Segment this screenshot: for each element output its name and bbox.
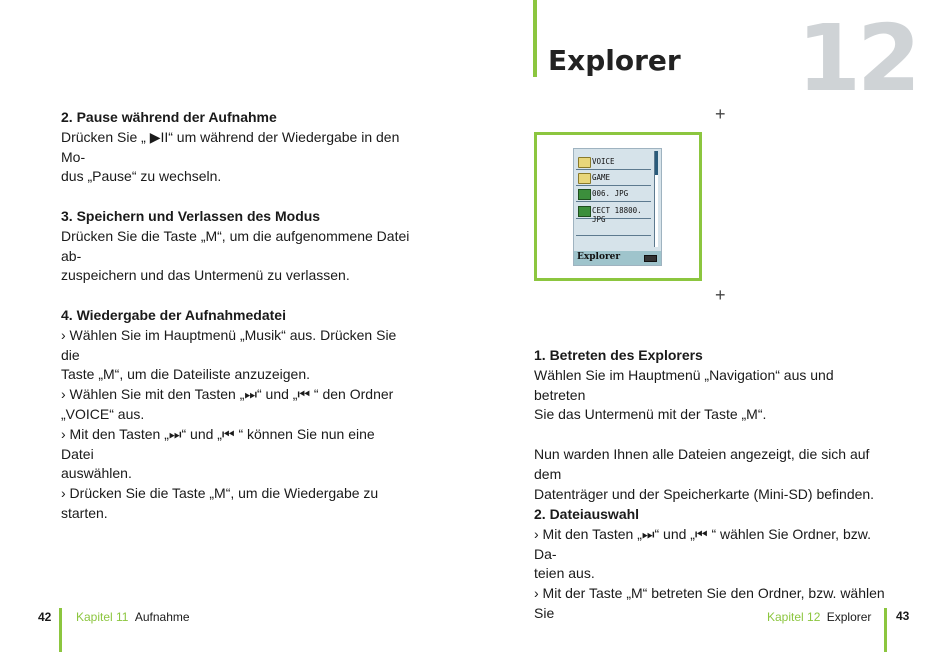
scrollbar [654, 151, 658, 247]
device-screen [573, 148, 662, 266]
text-line: Drücken Sie „ ▶II“ um während der Wiedergabe in den Mo- [61, 128, 400, 165]
section-heading: 2. Dateiauswahl [534, 506, 640, 522]
screen-label: Explorer [577, 252, 621, 262]
section-heading: 3. Speichern und Verlassen des Modus [61, 208, 321, 224]
left-section-playback [61, 306, 411, 524]
footer-right [767, 610, 871, 624]
page-number-right: 43 [896, 609, 910, 623]
footer-divider-right [884, 608, 887, 652]
footer-chapter-name: Explorer [826, 610, 872, 624]
chapter-number: 12 [797, 5, 918, 112]
list-item-empty [576, 221, 651, 236]
text-line: auswählen. [61, 465, 132, 482]
text-line: Taste „M“, um die Dateiliste anzuzeigen. [61, 366, 310, 383]
device-screenshot-frame [534, 132, 702, 281]
section-heading: 1. Betreten des Explorers [534, 347, 703, 363]
list-item: VOICE [576, 155, 651, 170]
text-line: › Wählen Sie im Hauptmenü „Musik“ aus. Drücken Sie die [61, 326, 397, 363]
section-heading: 2. Pause während der Aufnahme [61, 109, 277, 125]
text-line: Sie das Untermenü mit der Taste „M“. [534, 406, 767, 423]
footer-chapter-name: Aufnahme [134, 610, 190, 624]
title-bar [533, 0, 537, 77]
right-section-enter [534, 346, 885, 504]
text-line: › Mit den Tasten „⏭“ und „⏮ “ können Sie nun eine Datei [61, 425, 375, 462]
text-line: zuspeichern und das Untermenü zu verlassen. [61, 267, 350, 284]
left-section-pause [61, 108, 411, 187]
folder-icon [578, 157, 591, 168]
image-file-icon [578, 189, 591, 200]
footer-chapter: Kapitel 11 [76, 610, 129, 624]
text-line: › Mit den Tasten „⏭“ und „⏮ “ wählen Sie Ordner, bzw. Da- [534, 525, 871, 562]
scrollbar-thumb [655, 151, 658, 175]
text-line: „VOICE“ aus. [61, 405, 145, 422]
page-title: Explorer [548, 44, 681, 77]
text-line: dus „Pause“ zu wechseln. [61, 168, 222, 185]
text-line: Wählen Sie im Hauptmenü „Navigation“ aus und betreten [534, 366, 834, 403]
page-number-left: 42 [38, 610, 52, 624]
screen-status-bar [574, 251, 661, 265]
text-line: › Drücken Sie die Taste „M“, um die Wiedergabe zu starten. [61, 485, 379, 521]
section-heading: 4. Wiedergabe der Aufnahmedatei [61, 307, 286, 323]
battery-icon [644, 255, 657, 262]
right-section-fileselect [534, 505, 885, 624]
list-item-empty [576, 237, 651, 251]
left-section-save [61, 207, 411, 286]
text-line: teien aus. [534, 565, 595, 582]
footer-divider-left [59, 608, 62, 652]
blank-line [534, 425, 885, 445]
text-line: › Mit der Taste „M“ betreten Sie den Ordner, bzw. wählen Sie [534, 585, 885, 621]
list-item: CECT 18800. JPG [576, 204, 651, 219]
text-line: Nun warden Ihnen alle Dateien angezeigt, die sich auf dem [534, 445, 870, 482]
folder-icon [578, 173, 591, 184]
footer-chapter: Kapitel 12 [767, 610, 821, 624]
plus-mark-bottom: + [715, 285, 726, 305]
text-line: Drücken Sie die Taste „M“, um die aufgenommene Datei ab- [61, 227, 410, 264]
plus-mark-top: + [715, 104, 726, 124]
list-item: 006. JPG [576, 187, 651, 202]
footer-left [76, 610, 190, 624]
list-item: GAME [576, 171, 651, 186]
text-line: Datenträger und der Speicherkarte (Mini-SD) befinden. [534, 485, 875, 502]
text-line: › Wählen Sie mit den Tasten „⏭“ und „⏮ “ den Ordner [61, 386, 394, 403]
image-file-icon [578, 206, 591, 217]
